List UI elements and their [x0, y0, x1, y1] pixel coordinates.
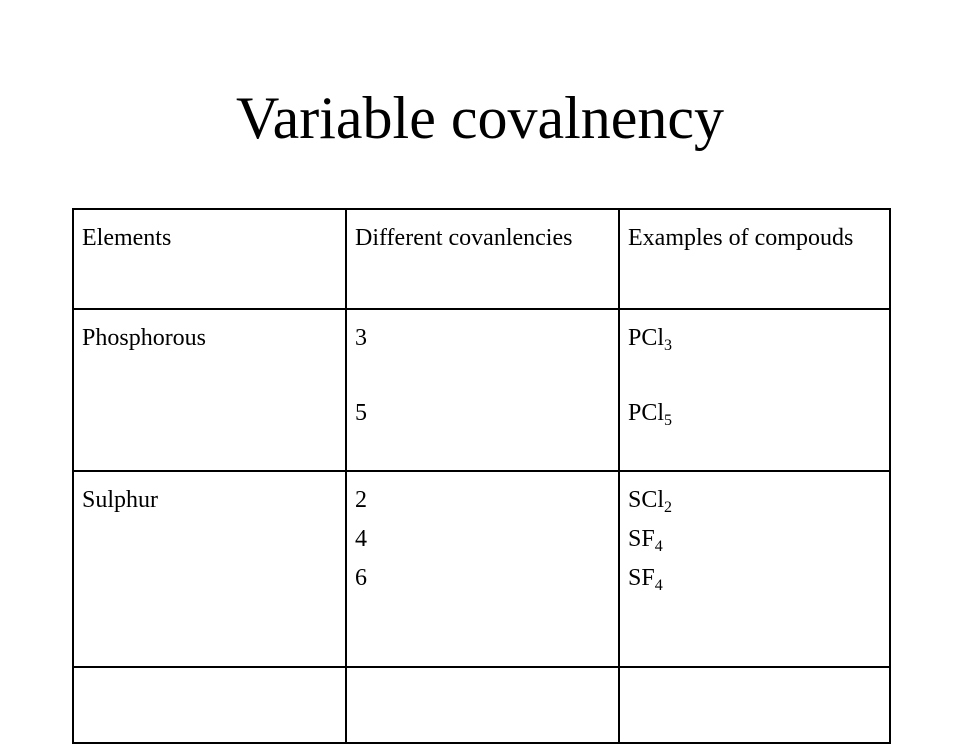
header-cell-compounds: Examples of compouds: [619, 209, 890, 309]
formula-subscript: 2: [664, 499, 673, 516]
covalency-value: 2: [355, 487, 367, 513]
formula-subscript: 4: [654, 576, 663, 594]
compound-formula: [628, 324, 881, 353]
table-header-row: [73, 209, 890, 309]
formula-base: PCl: [628, 399, 665, 426]
formula-base: SF: [628, 525, 655, 552]
formula-subscript: 3: [664, 337, 673, 354]
compound-formula: [628, 399, 881, 428]
compound-formula: [628, 525, 881, 554]
covalency-value: 4: [355, 525, 367, 552]
compound-formula: [628, 564, 881, 593]
compound-formula: [628, 486, 881, 515]
table-row: [73, 309, 890, 471]
element-cell: [73, 667, 346, 743]
covalency-value: 3: [355, 325, 367, 351]
covalency-cell: [346, 471, 619, 667]
covalency-table-container: [72, 208, 889, 728]
covalency-cell: [346, 309, 619, 471]
slide-title: Variable covalnency: [235, 85, 725, 151]
covalency-cell: [346, 667, 619, 743]
header-cell-covalencies: Different covanlencies: [346, 209, 619, 309]
formula-base: PCl: [628, 325, 665, 351]
covalency-value: 6: [355, 564, 367, 591]
table-row-empty: [73, 667, 890, 743]
header-cell-elements: Elements: [73, 209, 346, 309]
covalency-value: 5: [355, 399, 367, 426]
covalency-table: [72, 208, 891, 744]
element-cell: Phosphorous: [73, 309, 346, 471]
element-cell: Sulphur: [73, 471, 346, 667]
compound-cell: [619, 471, 890, 667]
table-row: [73, 471, 890, 667]
compound-cell: [619, 309, 890, 471]
formula-base: SCl: [628, 487, 665, 513]
compound-cell: [619, 667, 890, 743]
formula-base: SF: [628, 564, 655, 591]
formula-subscript: 5: [664, 411, 673, 429]
formula-subscript: 4: [654, 537, 663, 555]
